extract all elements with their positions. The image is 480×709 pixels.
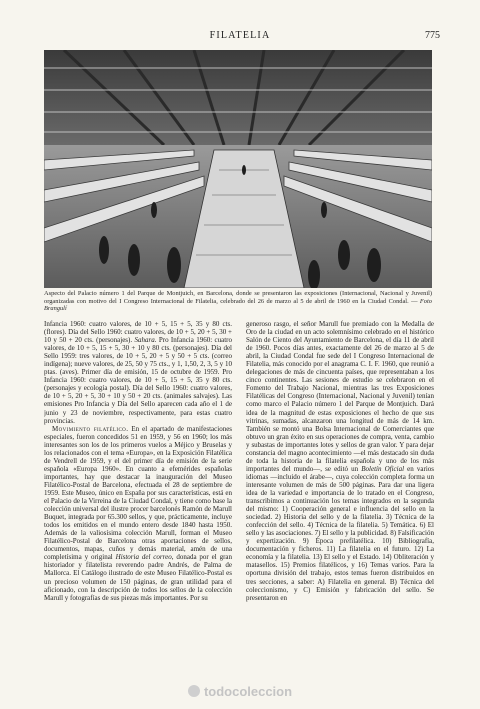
- text-run: en varios idiomas —incluido el árabe—, cuya colección completa forma un interesante volumen de más de 500 páginas. Para dar una ligera idea de la variedad e importancia de lo tratado en el Congreso, transcribimos a continuación los temas integrados en la segunda del mismo: 1) Cooperación general e influencia del sello en la sociedad. 2) Historia del sello y de la filatelia. 3) Técnica de la confección del sello. 4) Técnica de la filatelia. 5) Temática. 6) El sello y las asociaciones. 7) El sello y la publicidad. 8) Falsificación y expertización. 9) Época prefilatélica. 10) Bibliografía, documentación y ficheros. 11) La filatelia en el futuro. 12) La economía y la filatelia. 13) El sello y el Estado. 14) Obliteración y matasellos. 15) Premios filatélicos, y 16) Temas varios. Para la oportuna división del trabajo, estos temas fueron distribuidos en tres secciones, a saber: A) Filatelia en general. B) Técnica del coleccionismo, y C) Emisión y fabricación del sello. Se presentaron en: [246, 464, 434, 602]
- paragraph: [44, 425, 232, 602]
- photo-image: [44, 50, 432, 288]
- text-run: Pro Infancia 1960: cuatro valores, de 10 + 5, 15 + 5, 30 + 10 y 80 cts. (personajes). Día del Sello 1959: tres valores, de 10 + 5, 20 + 5 y 50 + 5 cts. (correo indígena); nueve valores, de 25, 50 y 75 cts., y 1, 1,50, 2, 3, 5 y 10 ptas. (aves). Primer día de emisión, 15 de octubre de 1959. Pro Infancia 1960: cuatro valores, de 10 + 5, 15 + 5, 35 y 80 cts. (personajes y ecología postal). Día del Sello 1960: cuatro valores, de 10 + 5, 20 + 5, 30 + 10 y 50 + 20 cts. (animales salvajes). Las emisiones Pro Infancia y Día del Sello aparecen cada año el 1 de junio y 23 de noviembre, respectivamente, para estas cuatro provincias.: [44, 336, 232, 425]
- paragraph: [44, 320, 232, 425]
- page-header: [40, 30, 440, 44]
- text-column-left: [44, 320, 232, 665]
- italic-term: Historia del correo: [115, 553, 172, 562]
- section-heading: Movimiento filatélico.: [52, 424, 129, 433]
- text-column-right: [246, 320, 434, 665]
- watermark-logo-icon: [188, 685, 200, 697]
- page-number: 775: [425, 30, 440, 41]
- watermark: [0, 682, 480, 702]
- italic-term: Boletín Oficial: [361, 464, 405, 473]
- text-run: Infancia 1960: cuatro valores, de 10 + 5, 15 + 5, 35 y 80 cts. (flores). Día del Sello 1960: cuatro valores, de 10 + 5, 20 + 5, 30 + 10 y 50 + 20 cts. (personajes).: [44, 320, 232, 345]
- text-run: generoso rasgo, el señor Marull fue premiado con la Medalla de Oro de la ciudad en un acto solemnísimo celebrado en el histórico Salón de Ciento del Ayuntamiento de Barcelona, el día 11 de abril de 1960. Pocos días antes, exactamente del 26 de marzo al 5 de abril, la Ciudad Condal fue sede del I Congreso Internacional de Filatelia, más conocido por el anagrama C. I. F. 1960, que reunió a delegaciones de más de cincuenta países, que representaban a los cinco continentes. Las sesiones de estudio se celebraron en el Fomento del Trabajo Nacional, mientras las tres Exposiciones Filatélicas del Congreso (Internacional, Nacional y Juvenil) tenían como marco el Palacio número 1 del Parque de Montjuich. Dará idea de la magnitud de estas exposiciones el hecho de que sus vitrinas, sumadas, alcanzaron una longitud de más de 14 km. También se montó una Bolsa Internacional de Comerciantes que obtuvo un gran éxito en sus operaciones de compra, venta, cambio y subastas de importantes lotes y sellos de gran valor. Y para dejar constancia del magno acontecimiento —el más destacado sin duda de toda la historia de la filatelia española y uno de los más importantes del mundo—, se editó un: [246, 320, 434, 473]
- running-head: FILATELIA: [209, 30, 271, 41]
- caption-text: Aspecto del Palacio número 1 del Parque de Montjuich, en Barcelona, donde se presentaron las exposiciones (Internacional, Nacional y Juvenil) organizadas con motivo del I Congreso Internacional de Filatelia, celebrado del 26 de marzo al 5 de abril de 1960 en la Ciudad Condal. —: [44, 290, 432, 305]
- text-run: En el apartado de manifestaciones especiales, fueron concedidos 51 en 1959, y 56 en 1960; los más interesantes son los de los primeros vuelos a Méjico y Bruselas y los relacionados con el tema «Europa», en la Exposición Filatélica de Vendrell de 1959, y el del primer día de emisión de la serie española «Europa 1960». En cuanto a efemérides españolas importantes, hay que destacar la inauguración del Museo Filatélico-Postal de Barcelona, efectuada el 28 de septiembre de 1959. Este Museo, único en España por sus características, está en el Palacio de la Virreina de la Ciudad Condal, y tiene como base la colección universal del ilustre procer barcelonés Ramón de Marull Buquet, integrada por 65.300 sellos, y que, prácticamente, incluye todos los emitidos en el mundo entero desde 1840 hasta 1950. Además de la valiosísima colección Marull, forman el Museo Filatélico-Postal de Barcelona otras aportaciones de sellos, documentos, mapas, cuños y demás material, amén de una completísima y original: [44, 424, 232, 562]
- photo-caption: [44, 290, 432, 313]
- text-run: , donada por el gran historiador y filatelista reverendo padre Andrés, de Palma de Mallorca. El Catálogo ilustrado de este Museo Filatélico-Postal es un precioso volumen de 150 páginas, de gran utilidad para el aficionado, con la descripción de todos los sellos de la colección Marull y fotografías de sus piezas más importantes. Por su: [44, 553, 232, 602]
- italic-term: Sahara.: [134, 336, 157, 345]
- caption-credit: Foto Brangulí: [44, 297, 432, 313]
- paragraph: [246, 320, 434, 602]
- watermark-text: todocoleccion: [203, 683, 293, 699]
- exhibition-hall-photo: [44, 50, 432, 288]
